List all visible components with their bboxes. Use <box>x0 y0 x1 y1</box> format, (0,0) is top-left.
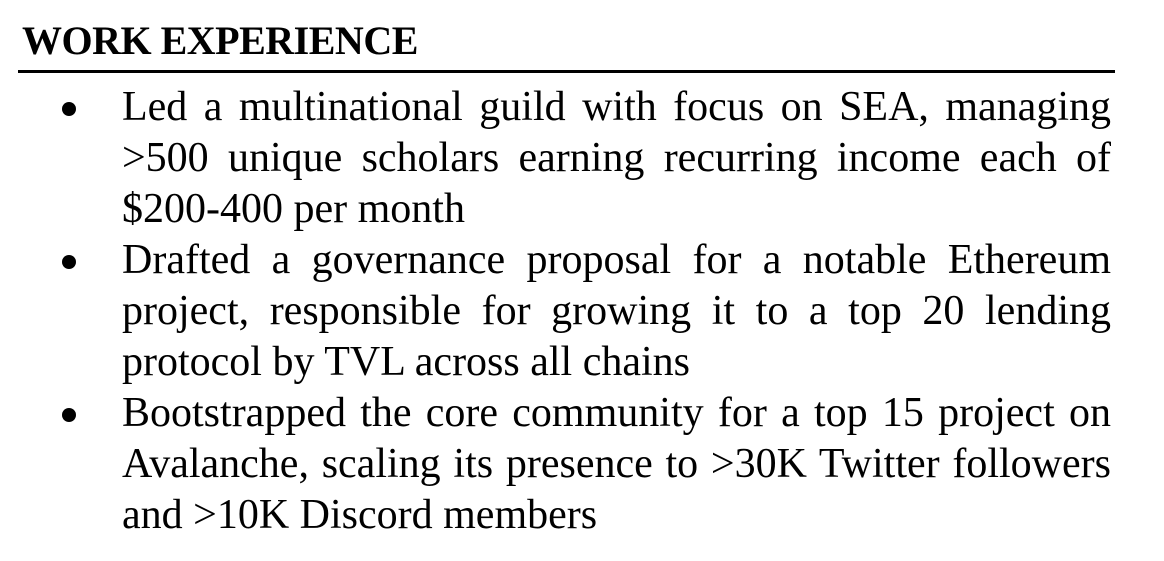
work-experience-section <box>18 14 1114 73</box>
list-item-text: Drafted a governance proposal for a notable Ethereum project, responsible for growing it to a top 20 lending protocol by TVL across all chains <box>122 237 1111 385</box>
list-item <box>48 388 1111 541</box>
bullet-icon <box>62 255 76 269</box>
bullet-icon <box>62 408 76 422</box>
bullet-icon <box>62 102 76 116</box>
list-item-text: Led a multinational guild with focus on SEA, managing >500 unique scholars earning recurring income each of $200-400 per month <box>122 84 1111 232</box>
list-item-text: Bootstrapped the core community for a top 15 project on Avalanche, scaling its presence to >30K Twitter followers and >10K Discord members <box>122 390 1111 538</box>
list-item <box>48 235 1111 388</box>
list-item <box>48 82 1111 235</box>
section-title: WORK EXPERIENCE <box>22 18 418 63</box>
experience-list <box>48 82 1111 541</box>
section-divider <box>18 70 1115 73</box>
